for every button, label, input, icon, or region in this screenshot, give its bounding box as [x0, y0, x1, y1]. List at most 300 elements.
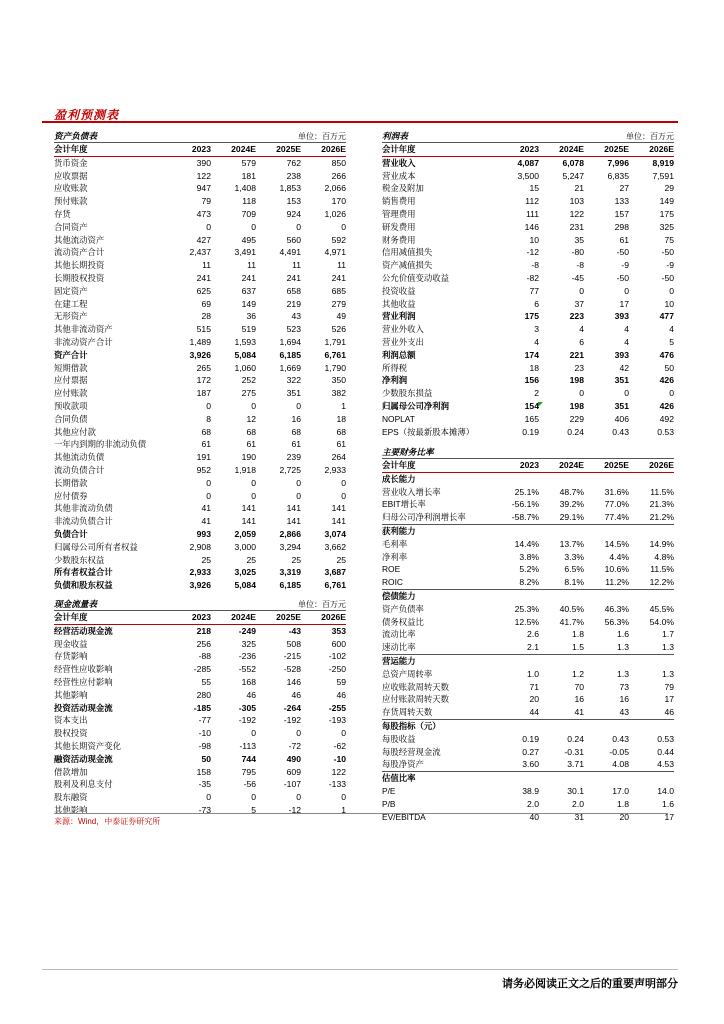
cell-value: 18	[336, 413, 346, 424]
balance-sheet-caption	[54, 130, 346, 143]
cell-value: 12.2%	[649, 577, 674, 588]
cell-value: 174	[524, 349, 539, 360]
column-header-year: 2023	[519, 460, 539, 470]
cell-value: -58.7%	[511, 512, 539, 523]
disclaimer-text: 请务必阅读正文之后的重要声明部分	[502, 978, 678, 990]
income-statement-caption	[382, 130, 674, 143]
cell-value: 122	[331, 766, 346, 777]
cell-value: 157	[614, 208, 629, 219]
row-label: 其他长期资产变化	[54, 740, 121, 751]
cell-value: 2.0	[527, 798, 539, 809]
cell-value: 7,591	[652, 170, 674, 181]
cell-value: 17.0	[612, 785, 629, 796]
row-label: 一年内到期的非流动负债	[54, 439, 147, 450]
cell-value: 39.2%	[559, 499, 584, 510]
cell-value: 0	[341, 477, 346, 488]
cell-value: 658	[286, 285, 301, 296]
row-label: 营业外收入	[382, 324, 424, 335]
cell-value: 181	[241, 170, 256, 181]
cell-value: 165	[524, 413, 539, 424]
row-label: 归母公司净利润增长率	[382, 512, 466, 523]
column-header-year: 2023	[519, 144, 539, 154]
cell-value: 519	[241, 324, 256, 335]
cell-value: 50	[201, 753, 211, 764]
cell-value: 0	[624, 388, 629, 399]
table-row	[54, 259, 346, 272]
cell-value: 231	[569, 221, 584, 232]
cell-value: -107	[283, 779, 301, 790]
row-label: 公允价值变动收益	[382, 272, 449, 283]
cell-value: 156	[524, 375, 539, 386]
cell-value: 4	[669, 324, 674, 335]
column-header-year: 2026E	[649, 460, 674, 470]
cell-value: 592	[331, 234, 346, 245]
row-label: ROIC	[382, 577, 403, 588]
cell-value: -236	[238, 651, 256, 662]
cell-value: 952	[196, 464, 211, 475]
cell-value: 141	[286, 503, 301, 514]
cell-value: 71	[529, 681, 539, 692]
row-label: 每股经营现金流	[382, 746, 441, 757]
table-row	[54, 310, 346, 323]
cell-value: 43	[619, 707, 629, 718]
cell-value: 1,669	[279, 362, 301, 373]
table-row	[54, 490, 346, 503]
cell-value: 133	[614, 196, 629, 207]
cell-value: 5,247	[562, 170, 584, 181]
cell-value: 0	[669, 388, 674, 399]
row-label: 应付票据	[54, 375, 88, 386]
cell-value: 275	[241, 388, 256, 399]
row-label: 少数股东损益	[382, 388, 433, 399]
cell-value: 0	[579, 388, 584, 399]
table-row	[382, 259, 674, 272]
table-row	[382, 336, 674, 349]
cell-value: 0.24	[567, 426, 584, 437]
row-label: 负债合计	[54, 528, 88, 539]
column-header-label: 会计年度	[382, 460, 416, 470]
cell-value: 2.0	[572, 798, 584, 809]
cell-value: 77	[529, 285, 539, 296]
cell-value: 1,489	[189, 336, 211, 347]
cell-value: 2.6	[527, 629, 539, 640]
cell-value: 238	[286, 170, 301, 181]
cell-value: 3,687	[324, 567, 346, 578]
row-label: 每股收益	[382, 733, 416, 744]
row-label: 财务费用	[382, 234, 416, 245]
cell-value: 256	[196, 638, 211, 649]
row-label: 所有者权益合计	[54, 567, 113, 578]
cell-value: 1,060	[234, 362, 256, 373]
row-label: 管理费用	[382, 208, 416, 219]
row-label: 估值比率	[382, 773, 416, 784]
cell-value: 68	[246, 426, 256, 437]
cell-value: -10	[198, 728, 211, 739]
cell-value: 27	[619, 183, 629, 194]
cell-value: -249	[238, 625, 256, 636]
table-row	[54, 528, 346, 541]
cell-value: -12	[526, 247, 539, 258]
cell-value: 21.3%	[649, 499, 674, 510]
cell-value: 45.5%	[649, 603, 674, 614]
cell-value: 1.8	[617, 798, 629, 809]
row-label: 净利率	[382, 551, 408, 562]
cell-value: 560	[286, 234, 301, 245]
table-row	[54, 579, 346, 592]
row-label: 其他长期投资	[54, 260, 105, 271]
cell-value: 1.3	[617, 668, 629, 679]
cell-value: 122	[196, 170, 211, 181]
cell-value: 46.3%	[604, 603, 629, 614]
cell-value: 198	[569, 400, 584, 411]
table-row	[54, 689, 346, 702]
table-row	[54, 323, 346, 336]
cell-value: 0.53	[657, 426, 674, 437]
table-row	[54, 285, 346, 298]
row-label: P/B	[382, 798, 396, 809]
cell-value: 0	[206, 490, 211, 501]
cell-value: 2,725	[279, 464, 301, 475]
cell-value: 924	[286, 208, 301, 219]
row-label: 其他影响	[54, 804, 88, 815]
row-label: 偿债能力	[382, 590, 416, 601]
table-row	[382, 246, 674, 259]
cell-value: -113	[239, 740, 256, 751]
cell-value: -56.1%	[511, 499, 539, 510]
cell-value: 68	[291, 426, 301, 437]
table-row	[382, 195, 674, 208]
cell-value: 3,491	[234, 247, 256, 258]
row-label: 经营活动现金流	[54, 625, 113, 636]
column-header-label: 会计年度	[54, 144, 88, 154]
section-row	[382, 589, 674, 603]
income-statement-body	[382, 143, 674, 438]
cell-value: 28	[201, 311, 211, 322]
cell-value: 6.5%	[564, 564, 584, 575]
cell-value: 40	[529, 811, 539, 822]
cell-value: 1,408	[234, 183, 256, 194]
cell-value: -56	[243, 779, 256, 790]
row-label: 归属母公司所有者权益	[54, 541, 138, 552]
cell-value: 1,791	[324, 336, 346, 347]
row-label: 非流动负债合计	[54, 516, 113, 527]
cell-value: 187	[196, 388, 211, 399]
row-label: 应付债券	[54, 490, 88, 501]
row-label: 营业外支出	[382, 336, 424, 347]
cell-value: 241	[286, 272, 301, 283]
row-label: EPS（按最新股本摊薄）	[382, 426, 475, 437]
column-header-label: 会计年度	[382, 144, 416, 154]
cell-value: 46	[291, 689, 301, 700]
row-label: 应收账款	[54, 183, 88, 194]
cell-value: 17	[619, 298, 629, 309]
cell-value: 0	[579, 285, 584, 296]
section-row	[382, 771, 674, 785]
cell-value: 350	[331, 375, 346, 386]
cell-value: 264	[331, 452, 346, 463]
table-row	[382, 746, 674, 759]
table-row	[382, 426, 674, 439]
cell-value: 0.43	[612, 733, 629, 744]
column-header-year: 2024E	[559, 144, 584, 154]
cell-value: 61	[291, 439, 301, 450]
table-row	[382, 758, 674, 771]
row-label: 资产合计	[54, 349, 88, 360]
cell-value: 18	[529, 362, 539, 373]
cell-value: 2,866	[279, 528, 301, 539]
key-ratios-caption	[382, 446, 674, 459]
cell-value: 609	[286, 766, 301, 777]
row-label: 存货影响	[54, 651, 88, 662]
cell-value: -193	[328, 715, 346, 726]
table-row	[382, 387, 674, 400]
cell-value: 0.19	[522, 733, 539, 744]
column-header-year: 2026E	[321, 612, 346, 622]
table-row	[54, 477, 346, 490]
cell-value: -528	[283, 664, 301, 675]
cell-value: 252	[241, 375, 256, 386]
cell-value: 0	[206, 221, 211, 232]
table-row	[382, 576, 674, 589]
column-header-year: 2024E	[231, 612, 256, 622]
cell-value: 14.4%	[514, 538, 539, 549]
cell-value: 29.1%	[559, 512, 584, 523]
cell-value: 75	[664, 234, 674, 245]
cell-value: 3.60	[522, 759, 539, 770]
cell-value: 1.3	[662, 668, 674, 679]
cell-value: -98	[198, 740, 211, 751]
cell-value: 229	[569, 413, 584, 424]
table-row	[54, 502, 346, 515]
table-row	[382, 221, 674, 234]
row-label: 营业成本	[382, 170, 416, 181]
cell-value: 112	[525, 196, 539, 207]
cell-value: 0	[296, 728, 301, 739]
cell-value: 3.8%	[519, 551, 539, 562]
cell-value: 79	[201, 196, 211, 207]
row-label: 经营性应付影响	[54, 676, 113, 687]
cell-value: 1	[341, 400, 346, 411]
cell-value: 46	[246, 689, 256, 700]
cell-value: 11.5%	[650, 564, 674, 575]
income-statement-table	[382, 130, 674, 438]
table-row	[382, 362, 674, 375]
cell-value: 744	[241, 753, 256, 764]
table-row	[54, 426, 346, 439]
table-row	[382, 616, 674, 629]
cell-value: 38.9	[522, 785, 539, 796]
cell-value: 16	[619, 694, 629, 705]
row-label: 税金及附加	[382, 183, 424, 194]
table-row	[54, 464, 346, 477]
cell-value: 10	[664, 298, 674, 309]
cell-value: -80	[571, 247, 584, 258]
cell-value: 17	[664, 694, 674, 705]
cell-value: 3.71	[567, 759, 584, 770]
cell-value: 5	[251, 804, 256, 815]
cell-value: 6,185	[279, 580, 301, 591]
cell-value: 40.5%	[559, 603, 584, 614]
cell-value: 1.3	[662, 642, 674, 653]
row-label: 其他收益	[382, 298, 416, 309]
cell-value: 30.1	[567, 785, 584, 796]
cell-value: 426	[659, 375, 674, 386]
table-row	[54, 170, 346, 183]
cell-value: 61	[619, 234, 629, 245]
row-label: 借款增加	[54, 766, 88, 777]
cell-value: 6,835	[607, 170, 629, 181]
table-row	[382, 641, 674, 654]
cell-value: 0	[206, 400, 211, 411]
cell-value: 0	[341, 792, 346, 803]
cell-value: -192	[283, 715, 301, 726]
table-row	[54, 714, 346, 727]
cell-value: 0	[251, 490, 256, 501]
cell-value: 382	[331, 388, 346, 399]
cell-value: 73	[619, 681, 629, 692]
row-label: 长期借款	[54, 477, 88, 488]
cell-value: 20	[619, 811, 629, 822]
row-label: 应收票据	[54, 170, 88, 181]
cell-value: 1.6	[662, 798, 674, 809]
row-label: 其他非流动资产	[54, 324, 113, 335]
cell-value: 46	[664, 707, 674, 718]
cell-value: 6,761	[324, 580, 346, 591]
cell-value: -43	[288, 625, 301, 636]
cash-flow-title: 现金流量表	[54, 599, 97, 609]
cell-value: 0	[251, 792, 256, 803]
cell-value: 11	[202, 260, 211, 271]
cell-value: 168	[241, 676, 256, 687]
cell-value: 351	[614, 400, 629, 411]
table-row	[54, 374, 346, 387]
row-label: 研发费用	[382, 221, 416, 232]
table-row	[54, 208, 346, 221]
cell-value: 5	[669, 336, 674, 347]
row-label: 资产减值损失	[382, 260, 433, 271]
table-row	[382, 374, 674, 387]
section-row	[382, 719, 674, 733]
table-row	[54, 554, 346, 567]
column-header-year: 2026E	[321, 144, 346, 154]
table-row	[382, 693, 674, 706]
cell-value: 141	[331, 503, 346, 514]
table-row	[54, 221, 346, 234]
row-label: 合同资产	[54, 221, 88, 232]
cell-value: 41	[201, 503, 211, 514]
cell-value: 2,059	[234, 528, 256, 539]
cell-value: 2,066	[324, 183, 346, 194]
row-label: 成长能力	[382, 473, 416, 484]
table-row	[54, 234, 346, 247]
cell-value: 637	[241, 285, 256, 296]
table-row	[54, 336, 346, 349]
cell-value: 0	[251, 728, 256, 739]
table-row	[382, 551, 674, 564]
cell-value: 11.5%	[650, 486, 674, 497]
cell-value: -255	[328, 702, 346, 713]
cell-value: 709	[241, 208, 256, 219]
row-label: 存货周转天数	[382, 707, 433, 718]
row-label: 资本支出	[54, 715, 88, 726]
cell-value: -10	[333, 753, 346, 764]
row-label: 无形资产	[54, 311, 88, 322]
column-header-year: 2024E	[559, 460, 584, 470]
row-label: 营业收入	[382, 157, 416, 168]
cell-value: 46	[336, 689, 346, 700]
cell-value: 41	[201, 516, 211, 527]
cell-value: 3,000	[234, 541, 256, 552]
cell-value: 4.4%	[609, 551, 629, 562]
cell-value: 1.5	[572, 642, 584, 653]
row-label: 货币资金	[54, 157, 88, 168]
cell-value: -9	[666, 260, 674, 271]
key-ratios-body	[382, 459, 674, 823]
table-row	[382, 511, 674, 524]
row-label: 资产负债率	[382, 603, 424, 614]
table-header-row	[54, 143, 346, 157]
row-label: 债务权益比	[382, 616, 424, 627]
row-label: 营业收入增长率	[382, 486, 441, 497]
cell-value: 850	[331, 157, 346, 168]
table-row	[382, 170, 674, 183]
cell-value: 427	[196, 234, 211, 245]
cell-value: 223	[569, 311, 584, 322]
cell-value: -192	[238, 715, 256, 726]
cell-value: 393	[614, 311, 629, 322]
cell-value: 16	[574, 694, 584, 705]
row-label: 固定资产	[54, 285, 88, 296]
cell-value: 0	[341, 728, 346, 739]
cell-value: 25	[246, 554, 256, 565]
cell-value: 69	[201, 298, 211, 309]
row-label: 其他影响	[54, 689, 88, 700]
table-row	[54, 541, 346, 554]
cell-value: 218	[196, 625, 211, 636]
cell-value: 0.53	[657, 733, 674, 744]
cell-value: -73	[198, 804, 211, 815]
cell-value: 54.0%	[649, 616, 674, 627]
cell-value: 4.8%	[654, 551, 674, 562]
cell-value: 198	[569, 375, 584, 386]
cell-value: 4	[579, 324, 584, 335]
table-row	[54, 740, 346, 753]
row-label: 流动比率	[382, 629, 416, 640]
row-label: EBIT增长率	[382, 499, 426, 510]
cell-value: 2,908	[189, 541, 211, 552]
cell-value: 241	[241, 272, 256, 283]
cell-value: -0.31	[564, 746, 584, 757]
cell-value: -215	[283, 651, 301, 662]
cell-value: 1	[341, 804, 346, 815]
cell-value: 473	[196, 208, 211, 219]
row-label: 速动比率	[382, 642, 416, 653]
cell-value: 762	[286, 157, 301, 168]
cell-value: 1.7	[662, 629, 674, 640]
cell-value: 25	[201, 554, 211, 565]
table-row	[54, 638, 346, 651]
table-row	[54, 663, 346, 676]
cell-value: -552	[238, 664, 256, 675]
cell-value: -72	[288, 740, 301, 751]
cell-value: 1,026	[324, 208, 346, 219]
cell-value: 351	[286, 388, 301, 399]
cell-value: 0	[669, 285, 674, 296]
cell-value: 4	[534, 336, 539, 347]
table-row	[54, 804, 346, 817]
row-label: 其他非流动负债	[54, 503, 113, 514]
cell-value: 508	[286, 638, 301, 649]
